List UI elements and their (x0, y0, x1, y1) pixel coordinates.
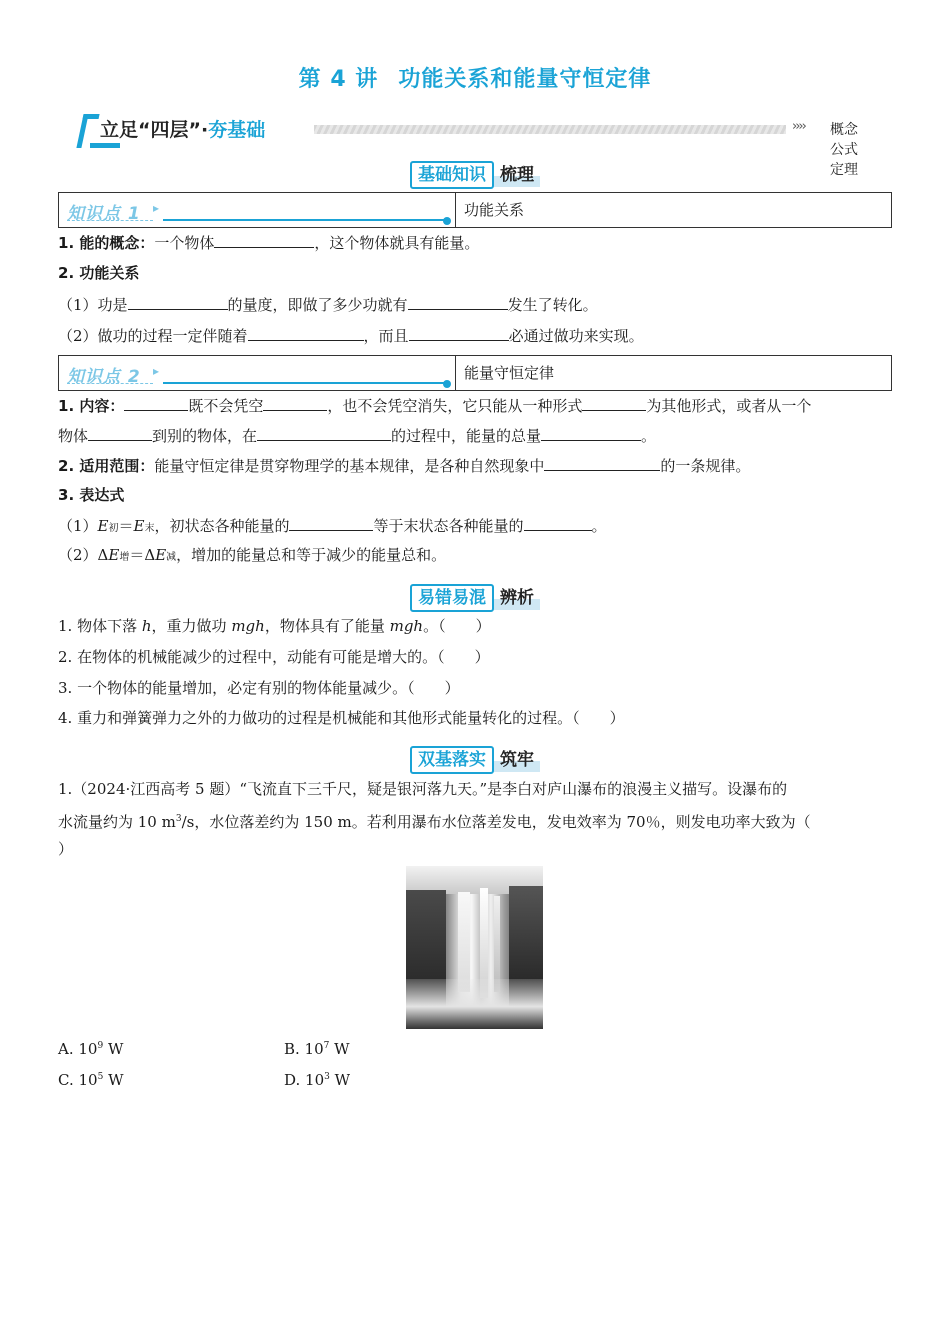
symbol-mgh: mgh (231, 617, 265, 635)
option-text: C. 10 (58, 1071, 98, 1089)
text: ，重力做功 (151, 617, 232, 635)
section-heading-error-analysis (0, 584, 950, 612)
problem-line-2 (58, 808, 892, 833)
superscript: 3 (324, 1072, 330, 1082)
section-heading-box: 基础知识 (410, 161, 494, 189)
blank (408, 293, 508, 310)
blank (248, 324, 364, 341)
item-number: 2 (58, 457, 69, 475)
text: 既不会凭空 (188, 397, 264, 415)
option-text: D. 10 (284, 1071, 325, 1089)
kp2-line-3 (58, 454, 892, 477)
text: 物体 (58, 427, 89, 445)
label-underline (163, 382, 447, 384)
kp2-line-1 (58, 394, 892, 417)
photo-mist (406, 979, 543, 1029)
kp1-line-3 (58, 293, 892, 316)
text: ＝Δ (129, 546, 156, 564)
blank (214, 231, 314, 248)
text: 等于末状态各种能量的 (373, 517, 524, 535)
text: 1. 物体下落 (58, 617, 142, 635)
option-b[interactable] (284, 1035, 504, 1060)
subscript: 增 (119, 552, 130, 563)
text: 一个物体 (154, 234, 215, 252)
blank (124, 394, 188, 411)
knowledge-point-topic: 能量守恒定律 (464, 364, 555, 382)
knowledge-point-label-cell (59, 356, 456, 390)
text: 。 (591, 517, 607, 535)
text: ＝ (118, 517, 134, 535)
subscript: 末 (144, 523, 155, 534)
tag-theorem: 定理 (830, 162, 858, 178)
banner-label-dark: 立足“四层”· (100, 119, 209, 141)
blank (544, 454, 660, 471)
symbol-E: E (108, 546, 120, 564)
text: 的过程中，能量的总量 (391, 427, 542, 445)
option-c[interactable] (58, 1066, 278, 1091)
item-heading: . 表达式 (68, 486, 125, 504)
label-underline (163, 219, 447, 221)
option-d[interactable] (284, 1066, 504, 1091)
text: ，初状态各种能量的 (154, 517, 290, 535)
photo-waterfall-stream (458, 892, 470, 992)
kp2-line-6 (58, 544, 892, 569)
blank (582, 394, 646, 411)
section-heading-box: 双基落实 (410, 746, 494, 774)
text: ，增加的能量总和等于减少的能量总和。 (176, 546, 447, 564)
waterfall-photo (406, 866, 543, 1029)
superscript: 9 (97, 1041, 104, 1051)
blank (541, 424, 641, 441)
knowledge-point-label: 知识点 1 (67, 204, 141, 224)
kp2-line-4 (58, 484, 892, 506)
superscript: 5 (97, 1072, 104, 1082)
banner-stripe (314, 125, 786, 134)
label-dash-line (67, 220, 153, 221)
option-unit: W (103, 1071, 124, 1089)
text: ，而且 (363, 327, 409, 345)
kp2-line-2 (58, 424, 892, 447)
item-heading: . 内容： (68, 397, 125, 415)
text: 为其他形式，或者从一个 (646, 397, 812, 415)
subscript: 减 (166, 552, 177, 563)
blank (409, 324, 509, 341)
lecture-topic: 功能关系和能量守恒定律 (398, 67, 652, 92)
knowledge-point-label-cell (59, 193, 456, 227)
text: ，物体具有了能量 (264, 617, 390, 635)
blank (263, 394, 327, 411)
label-dash-line (67, 383, 153, 384)
banner-label (78, 116, 271, 144)
option-unit: W (329, 1040, 350, 1058)
option-unit: W (103, 1040, 124, 1058)
text: （1）功是 (58, 296, 128, 314)
text: （2）Δ (58, 546, 109, 564)
banner-label-accent: 夯基础 (208, 119, 266, 141)
superscript: 7 (323, 1041, 330, 1051)
photo-waterfall-stream (494, 896, 500, 992)
text: （2）做功的过程一定伴随着 (58, 327, 248, 345)
text: ，这个物体就具有能量。 (314, 234, 480, 252)
section-heading-tail: 辨析 (494, 586, 540, 610)
kp1-line-2 (58, 262, 892, 284)
item-number: 1 (58, 397, 69, 415)
tag-concept: 概念 (830, 122, 858, 138)
judge-item-1 (58, 615, 892, 637)
arrow-right-icon: ▸ (153, 201, 160, 215)
dot-icon (443, 217, 451, 225)
knowledge-point-topic: 功能关系 (464, 201, 525, 219)
knowledge-point-1 (58, 192, 892, 228)
section-heading-tail: 梳理 (494, 163, 540, 187)
text: 的一条规律。 (660, 457, 751, 475)
text: ，也不会凭空消失，它只能从一种形式 (327, 397, 583, 415)
kp1-line-1 (58, 231, 892, 254)
item-number: 1 (58, 234, 69, 252)
lecture-number: 第 4 讲 (298, 67, 379, 92)
text: （1） (58, 517, 98, 535)
blank (257, 424, 391, 441)
option-text: B. 10 (284, 1040, 324, 1058)
symbol-E: E (133, 517, 145, 535)
text: 必通过做功来实现。 (508, 327, 644, 345)
dot-icon (443, 380, 451, 388)
superscript: 3 (175, 814, 182, 824)
symbol-E: E (97, 517, 109, 535)
kp2-line-5 (58, 514, 892, 540)
section-heading-tail: 筑牢 (494, 748, 540, 772)
chevrons-icon: ›››› (792, 119, 805, 134)
section-heading-basic-knowledge (0, 161, 950, 189)
page-title (0, 62, 950, 93)
section-heading-practice (0, 746, 950, 774)
problem-line-1: 1.（2024·江西高考 5 题）“飞流直下三千尺，疑是银河落九天。”是李白对庐山瀑布的浪漫主义描写。设瀑布的 (58, 780, 788, 798)
text: 到别的物体，在 (152, 427, 258, 445)
knowledge-point-label: 知识点 2 (67, 367, 141, 387)
judge-item-2: 2. 在物体的机械能减少的过程中，动能有可能是增大的。（ ） (58, 648, 490, 666)
knowledge-point-2 (58, 355, 892, 391)
option-unit: W (329, 1071, 351, 1089)
symbol-E: E (155, 546, 167, 564)
text: 的量度，即做了多少功就有 (227, 296, 408, 314)
arrow-right-icon: ▸ (153, 364, 160, 378)
item-heading: . 功能关系 (68, 264, 140, 282)
option-a[interactable] (58, 1035, 278, 1060)
judge-item-4: 4. 重力和弹簧弹力之外的力做功的过程是机械能和其他形式能量转化的过程。（ ） (58, 709, 625, 727)
symbol-mgh: mgh (389, 617, 424, 635)
blank (88, 424, 152, 441)
subscript: 初 (108, 523, 119, 534)
blank (524, 514, 592, 531)
judge-item-3: 3. 一个物体的能量增加，必定有别的物体能量减少。（ ） (58, 679, 460, 697)
text: 。 (641, 427, 657, 445)
item-heading: . 能的概念： (68, 234, 155, 252)
blank (289, 514, 373, 531)
kp1-line-4 (58, 324, 892, 347)
problem-line-3: ） (58, 840, 74, 858)
item-number: 3 (58, 486, 69, 504)
blank (128, 293, 228, 310)
text: 能量守恒定律是贯穿物理学的基本规律，是各种自然现象中 (154, 457, 545, 475)
answer-parentheses: 。（ ） (423, 617, 491, 635)
item-heading: . 适用范围： (68, 457, 155, 475)
section-heading-box: 易错易混 (410, 584, 494, 612)
text: 发生了转化。 (507, 296, 598, 314)
text: 水流量约为 10 m (58, 813, 176, 831)
symbol-h: h (141, 617, 152, 635)
option-text: A. 10 (58, 1040, 98, 1058)
text: /s，水位落差约为 150 m。若利用瀑布水位落差发电，发电效率为 70％，则发电功率大致为（ (181, 813, 811, 831)
item-number: 2 (58, 264, 69, 282)
tag-formula: 公式 (830, 142, 858, 158)
